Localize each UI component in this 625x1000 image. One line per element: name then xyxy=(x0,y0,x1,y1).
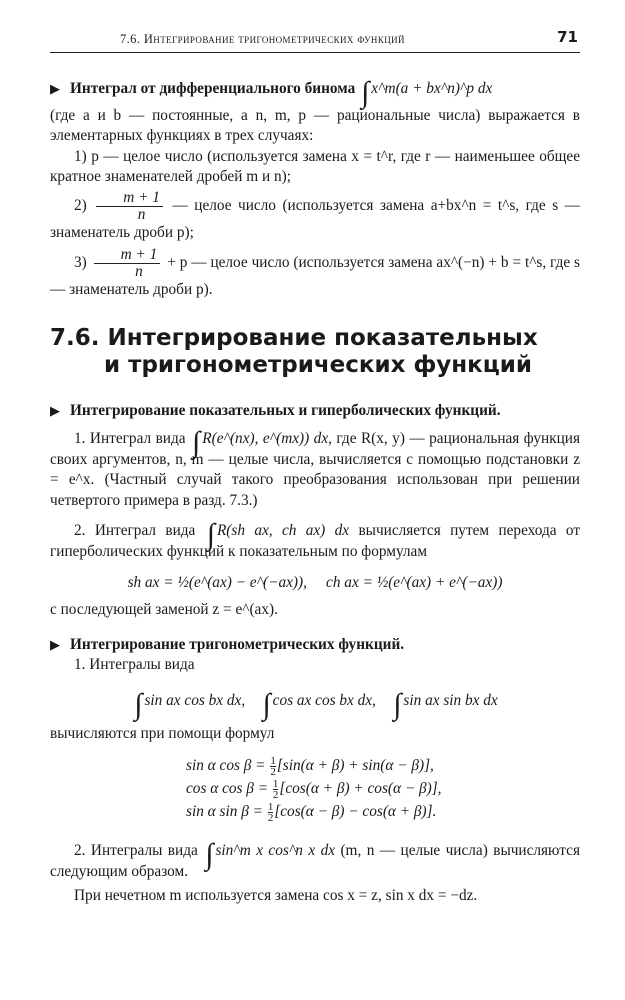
section-number: 7.6. xyxy=(50,324,100,351)
trig-item2-integrand: sin^m x cos^n x dx xyxy=(215,842,336,859)
trig-int-2: cos ax cos bx dx, xyxy=(272,691,376,709)
integral-sign-icon: ∫ xyxy=(192,426,201,459)
page xyxy=(50,26,580,907)
section-title-line2: и тригонометрических функций xyxy=(104,351,533,378)
exp-item1-text: , где R(x, y) — рациональная функция своих аргументов, n, m — целые числа, вычисляется с помощью подстановки z = e^x. (Частный случай такого преобразования использован при решении четвертого примера в разд. 7.3.) xyxy=(50,430,581,509)
f1-lhs: sin α cos β = xyxy=(186,757,266,774)
trig-int-3: sin ax sin bx dx xyxy=(403,691,498,709)
integral-sign-icon: ∫ xyxy=(205,838,214,871)
binomial-case-3: 3) $\frac{m + 1}{n}$ + p — целое число (используется замена ax^(−n) + b = t^s, где s — знаменатель дроби p). xyxy=(50,246,580,298)
trig-item2-lead: 2. Интегралы вида xyxy=(74,842,198,859)
integral-sign-icon: ∫ xyxy=(361,76,370,109)
trig-odd-case: При нечетном m используется замена cos x = z, sin x dx = −dz. xyxy=(74,887,478,904)
exp-item2-text: вычисляется путем перехода от гиперболических функций к показательным по формулам xyxy=(50,522,581,560)
exp-after: с последующей заменой z = e^(ax). xyxy=(50,601,278,618)
half-fraction: $\frac{1}{2}$ xyxy=(272,777,279,801)
triangle-bullet-icon: ▶ xyxy=(50,81,60,96)
exp-item-1 xyxy=(50,426,581,511)
case2-fraction xyxy=(96,190,163,223)
f1-rhs: [sin(α + β) + sin(α − β)], xyxy=(276,757,434,774)
section-heading xyxy=(50,325,580,379)
case2-numerator: m + 1 xyxy=(96,190,163,207)
case3-fraction xyxy=(94,247,161,280)
page-number: 71 xyxy=(557,28,578,46)
running-head xyxy=(50,26,580,53)
half-fraction: $\frac{1}{2}$ xyxy=(270,754,276,778)
hyperbolic-formulas xyxy=(50,574,580,592)
trig-heading: Интегрирование тригонометрических функций. xyxy=(70,635,405,653)
running-head-title: 7.6. Интегрирование тригонометрических функций xyxy=(120,32,405,46)
trig-item-2 xyxy=(50,838,580,882)
binomial-heading-line xyxy=(50,76,580,109)
case2-text: — целое число (используется замена a+bx^n = t^s, где s — знаменатель дроби p); xyxy=(50,196,580,241)
formula-sin-cos xyxy=(186,754,580,777)
case2-denominator: n xyxy=(137,205,146,223)
triangle-bullet-icon: ▶ xyxy=(50,402,60,418)
exp-item2-lead: 2. Интеграл вида xyxy=(74,522,196,539)
triangle-bullet-icon: ▶ xyxy=(50,636,60,652)
binomial-case-2: 2) $\frac{m + 1}{n}$ — целое число (используется замена a+bx^n = t^s, где s — знаменатель дроби p); xyxy=(50,188,580,241)
f2-rhs: [cos(α + β) + cos(α − β)], xyxy=(279,780,442,797)
exp-item2-integrand: R(sh ax, ch ax) dx xyxy=(216,522,350,539)
integral-sign-icon: ∫ xyxy=(393,687,402,721)
binomial-heading: Интеграл от дифференциального бинома xyxy=(70,80,356,97)
binomial-integrand: x^m(a + bx^n)^p dx xyxy=(371,80,493,97)
f3-rhs: [cos(α − β) − cos(α + β)]. xyxy=(274,803,437,820)
case3-numerator: m + 1 xyxy=(94,247,161,264)
case3-text: + p — целое число (используется замена ax^(−n) + b = t^s, где s — знаменатель дроби p). xyxy=(50,254,580,298)
exp-item1-lead: 1. Интеграл вида xyxy=(74,430,186,447)
half-fraction: $\frac{1}{2}$ xyxy=(267,800,274,824)
trig-integrals xyxy=(50,687,580,721)
exp-item-2 xyxy=(50,518,581,562)
section-title-line1: Интегрирование показательных xyxy=(107,324,538,351)
integral-sign-icon: ∫ xyxy=(262,687,271,721)
f3-lhs: sin α sin β = xyxy=(186,803,263,820)
f2-lhs: cos α cos β = xyxy=(186,780,269,797)
trig-item2-text: (m, n — целые числа) вычисляются следующим образом. xyxy=(50,842,580,880)
formula-sh: sh ax = ½(e^(ax) − e^(−ax)), xyxy=(127,574,307,591)
formula-cos-cos xyxy=(186,777,580,800)
binomial-intro: (где a и b — постоянные, a n, m, p — рациональные числа) выражается в элементарных функциях в трех случаях: xyxy=(50,106,580,144)
formula-ch: ch ax = ½(e^(ax) + e^(−ax)) xyxy=(326,574,503,591)
integral-sign-icon: ∫ xyxy=(206,518,215,551)
case3-denominator: n xyxy=(135,263,143,280)
product-formulas xyxy=(186,754,580,823)
formula-sin-sin xyxy=(186,800,580,823)
exp-heading-line xyxy=(50,401,580,422)
trig-via: вычисляются при помощи формул xyxy=(50,724,275,742)
trig-heading-line xyxy=(50,635,580,656)
trig-item-1: 1. Интегралы вида xyxy=(74,656,195,673)
binomial-case-1: 1) p — целое число (используется замена x = t^r, где r — наименьшее общее кратное знаменателей дробей m и n); xyxy=(50,147,580,185)
exp-heading: Интегрирование показательных и гиперболических функций. xyxy=(70,401,501,419)
exp-item1-integrand: R(e^(nx), e^(mx)) dx xyxy=(202,430,329,447)
trig-int-1: sin ax cos bx dx, xyxy=(144,691,246,709)
integral-sign-icon: ∫ xyxy=(134,687,143,721)
